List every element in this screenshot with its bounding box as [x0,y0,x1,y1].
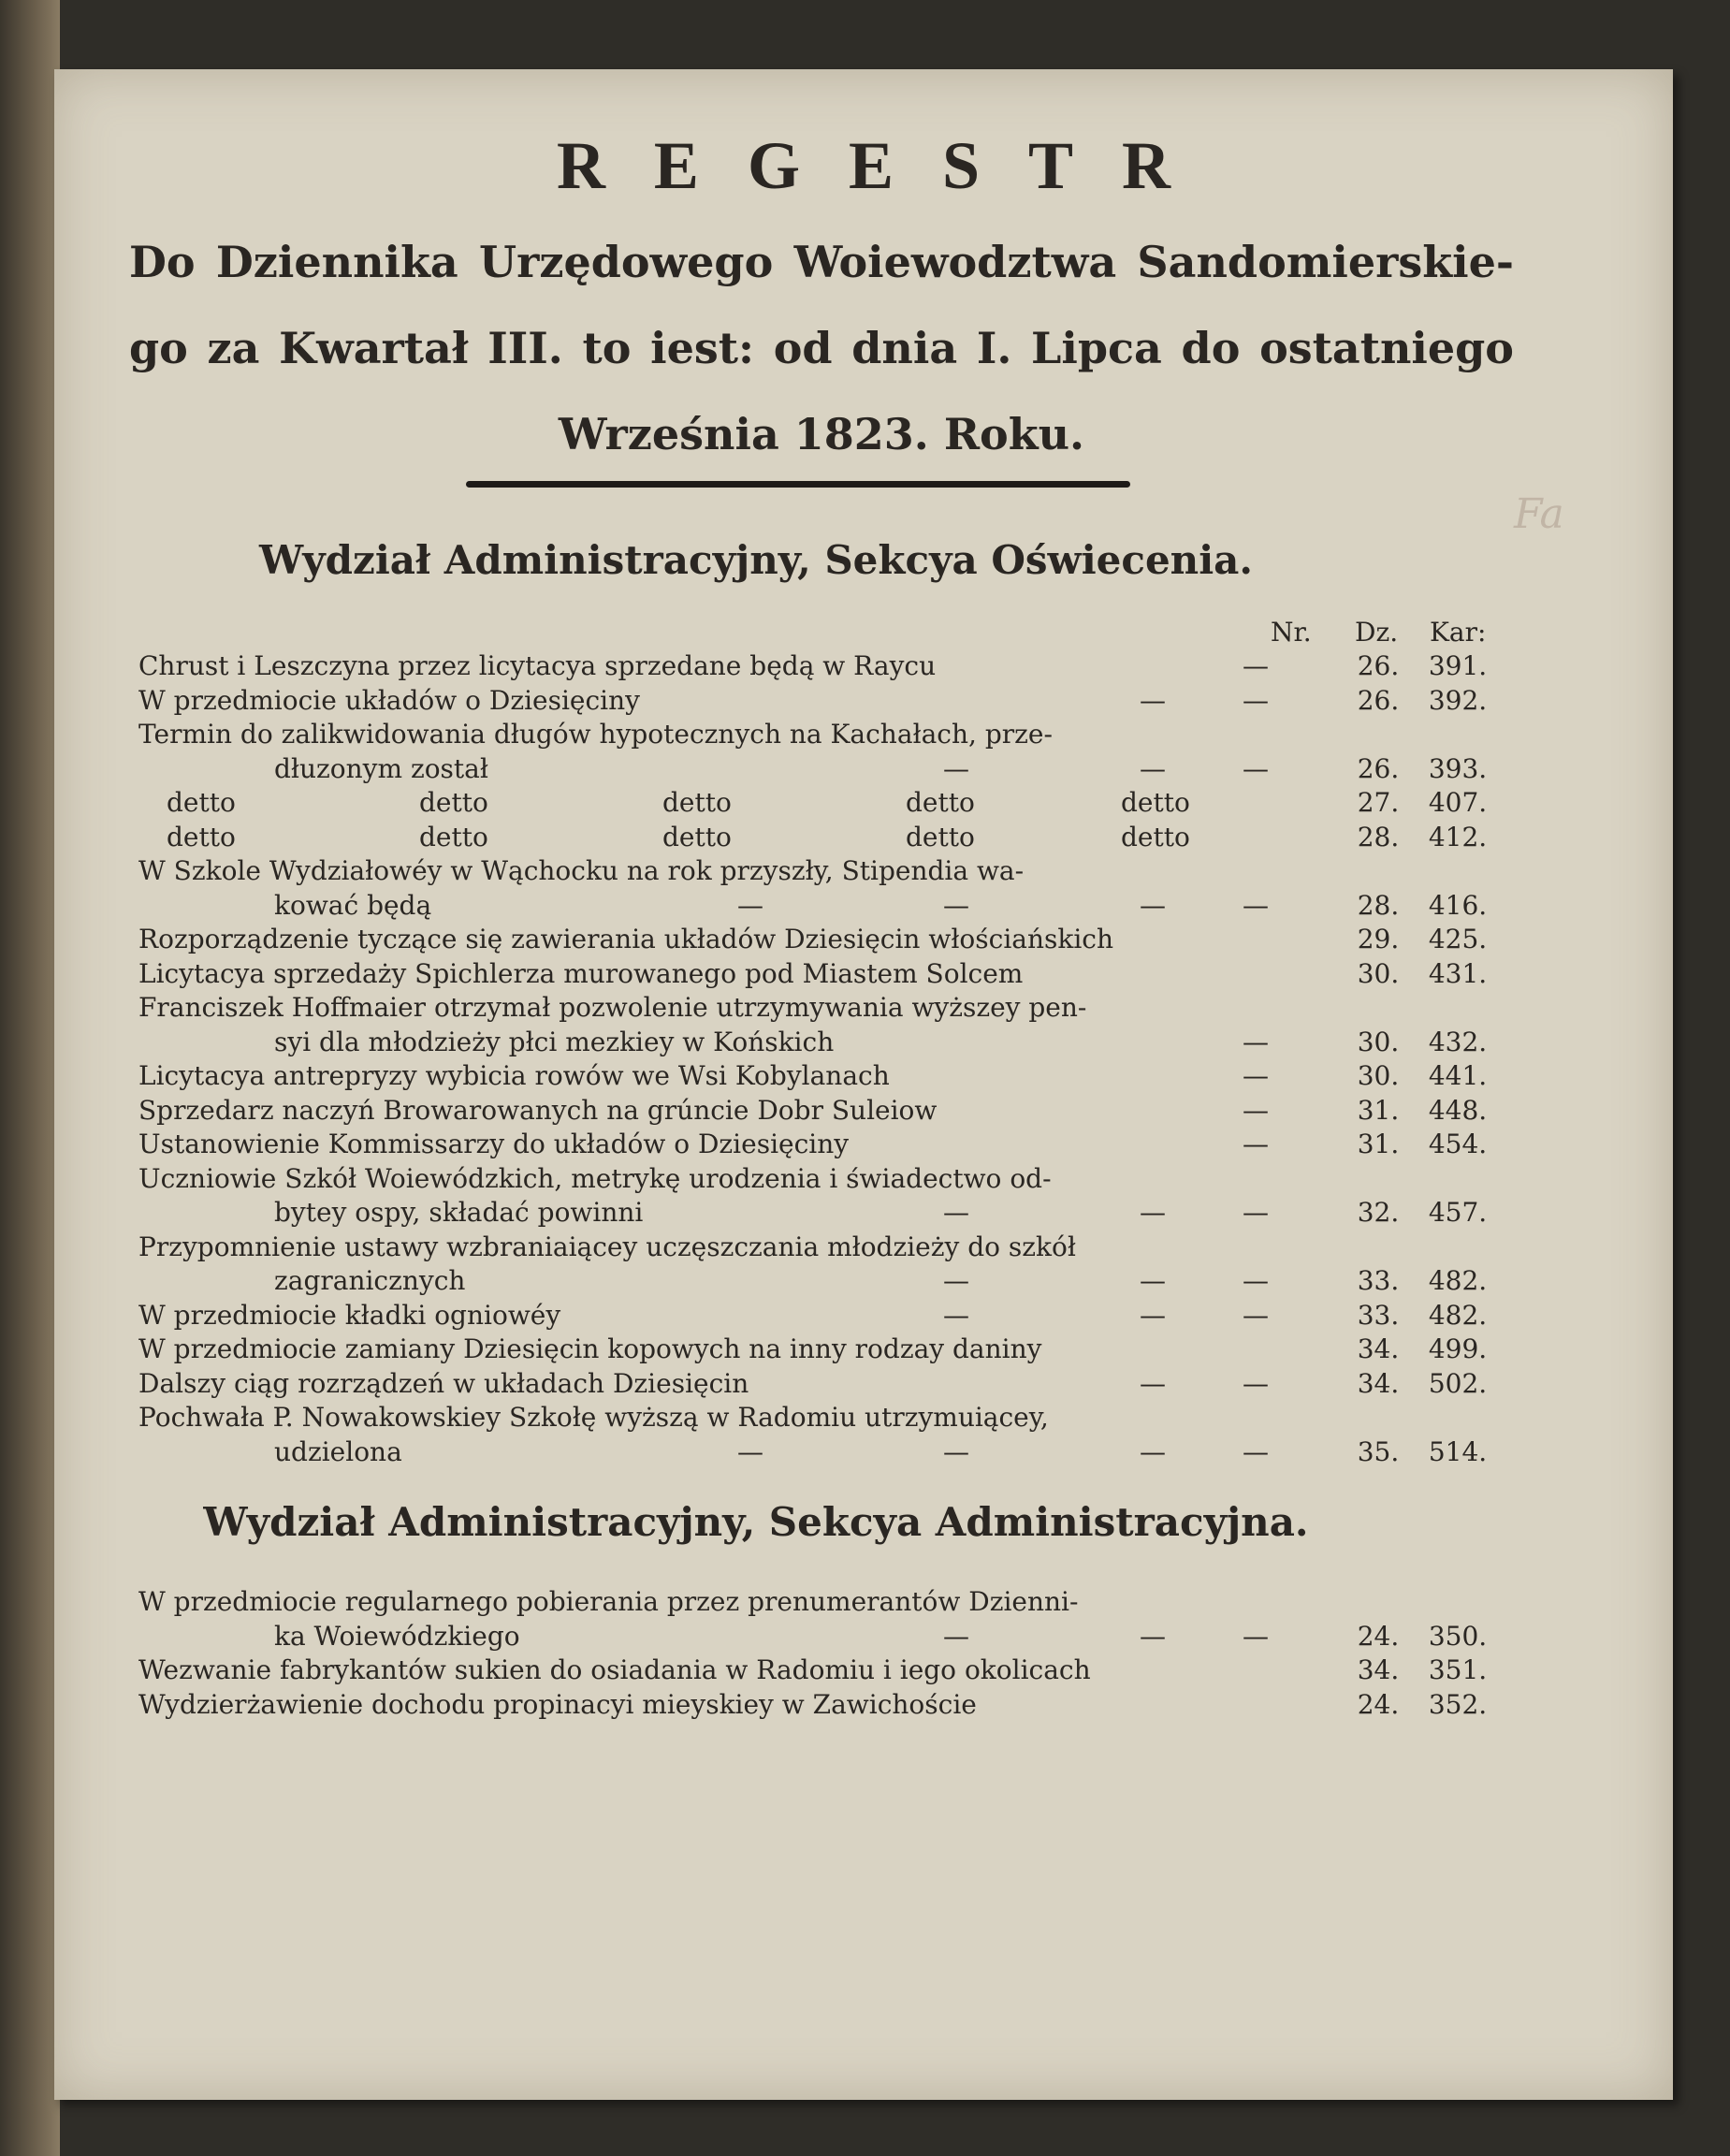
register-row [138,1585,1495,1620]
ditto-mark: detto [167,787,236,818]
entry-text: kować będą [274,889,432,921]
register-row [138,991,1495,1026]
register-row [138,1026,1495,1060]
leader-dash: — [943,1435,969,1467]
entry-number: 30. [1357,1026,1400,1057]
entry-number: 35. [1357,1435,1400,1467]
leader-dash: — [1243,1060,1269,1091]
page-number: 514. [1428,1435,1488,1467]
entry-number: 33. [1357,1265,1400,1296]
leader-dash: — [1243,1367,1269,1399]
register-row [138,1196,1495,1231]
page-number: 407. [1428,787,1488,818]
entry-text: W przedmiocie układów o Dziesięciny [138,684,640,716]
register-row [138,786,1495,821]
register-row [138,1620,1495,1654]
entry-number: 31. [1357,1094,1400,1126]
register-row [138,1264,1495,1299]
leader-dash: — [1243,684,1269,716]
page-number: 350. [1428,1620,1488,1652]
entry-text: Sprzedarz naczyń Browarowanych na grúncie Dobr Suleiow [138,1094,938,1126]
entry-text: Pochwała P. Nowakowskiey Szkołę wyższą w Radomiu utrzymuiącey, [138,1402,1049,1433]
leader-dash: — [1140,752,1166,784]
page-subtitle: Do Dziennika Urzędowego Woiewodztwa Sandomierskie-go za Kwartał III. to iest: od dnia I. Lipca do ostatniego Września 1823. Roku. [129,237,1514,459]
register-row [138,1653,1495,1688]
entry-text: W Szkole Wydziałowéy w Wąchocku na rok przyszły, Stipendia wa- [138,855,1025,886]
register-row [138,1094,1495,1129]
column-header-nr: Nr. [1271,617,1312,648]
leader-dash: — [1243,1094,1269,1126]
leader-dash: — [737,889,763,921]
title-divider [466,481,1130,488]
leader-dash: — [1243,1265,1269,1296]
leader-dash: — [737,1435,763,1467]
register-row [138,1162,1495,1197]
leader-dash: — [943,1299,969,1331]
leader-dash: — [1140,684,1166,716]
page-number: 454. [1428,1129,1488,1159]
leader-dash: — [1243,752,1269,784]
entry-number: 34. [1357,1333,1400,1364]
section-title-administracyjna: Wydział Administracyjny, Sekcya Administracyjna. [203,1499,1309,1545]
ditto-mark: detto [419,787,488,818]
leader-dash: — [1243,1129,1269,1159]
entry-text: W przedmiocie kładki ogniowéy [138,1299,561,1331]
entry-text: Ustanowienie Kommissarzy do układów o Dziesięciny [138,1129,850,1159]
register-row [138,1401,1495,1435]
leader-dash: — [1140,1299,1166,1331]
leader-dash: — [1140,1620,1166,1652]
page-number: 482. [1428,1265,1488,1296]
register-row [138,684,1495,719]
entry-text: Licytacya antrepryzy wybicia rowów we Wsi Kobylanach [138,1060,890,1091]
entry-number: 27. [1357,787,1400,818]
page-number: 412. [1428,821,1488,852]
register-row [138,1367,1495,1402]
leader-dash: — [943,752,969,784]
entry-text: Rozporządzenie tyczące się zawierania układów Dziesięcin włościańskich [138,924,1114,954]
entry-number: 30. [1357,1060,1400,1091]
register-row [138,1688,1495,1723]
page-number: 416. [1428,889,1488,921]
entry-text: Termin do zalikwidowania długów hypotecznych na Kachałach, prze- [138,719,1053,750]
page-number: 392. [1428,684,1488,716]
entry-number: 29. [1357,924,1400,954]
leader-dash: — [943,1265,969,1296]
entry-text: Wydzierżawienie dochodu propinacyi mieyskiey w Zawichoście [138,1688,977,1720]
register-row [138,923,1495,957]
register-row [138,821,1495,855]
entry-text: W przedmiocie zamiany Dziesięcin kopowych na inny rodzay daniny [138,1333,1042,1364]
leader-dash: — [1140,889,1166,921]
entry-text: udzielona [274,1435,402,1467]
entry-text: dłuzonym został [274,752,488,784]
leader-dash: — [1243,889,1269,921]
register-row [138,1128,1495,1162]
entry-text: Uczniowie Szkół Woiewódzkich, metrykę urodzenia i świadectwo od- [138,1162,1052,1194]
entry-number: 24. [1357,1688,1400,1720]
entry-number: 31. [1357,1129,1400,1159]
entry-number: 26. [1357,650,1400,681]
column-headers [138,616,1495,653]
register-row [138,854,1495,889]
ditto-mark: detto [906,821,975,852]
register-row [138,1333,1495,1367]
register-row [138,649,1495,684]
entry-number: 26. [1357,684,1400,716]
entry-number: 26. [1357,752,1400,784]
entry-number: 34. [1357,1367,1400,1399]
margin-ink-note: Fa [1514,490,1564,538]
entry-number: 33. [1357,1299,1400,1331]
leader-dash: — [1140,1197,1166,1228]
leader-dash: — [1140,1265,1166,1296]
section-title-oswiecenia: Wydział Administracyjny, Sekcya Oświecenia. [258,537,1254,583]
entry-number: 24. [1357,1620,1400,1652]
register-row [138,1299,1495,1333]
register-row [138,1059,1495,1094]
leader-dash: — [943,1197,969,1228]
ditto-mark: detto [1121,787,1190,818]
entry-number: 28. [1357,889,1400,921]
leader-dash: — [1140,1435,1166,1467]
entry-text: Dalszy ciąg rozrządzeń w układach Dziesięcin [138,1367,749,1399]
entry-text: W przedmiocie regularnego pobierania przez prenumerantów Dzienni- [138,1586,1079,1617]
entry-text: Chrust i Leszczyna przez licytacya sprzedane będą w Raycu [138,650,937,681]
section2-entries [138,1585,1495,1722]
leader-dash: — [1243,1620,1269,1652]
ditto-mark: detto [419,821,488,852]
page-number: 448. [1428,1094,1488,1126]
entry-text: Wezwanie fabrykantów sukien do osiadania w Radomiu i iego okolicach [138,1654,1091,1685]
register-row [138,1435,1495,1470]
leader-dash: — [943,889,969,921]
register-row [138,752,1495,787]
entry-text: ka Woiewódzkiego [274,1620,520,1652]
page-number: 352. [1428,1688,1488,1720]
leader-dash: — [1243,1197,1269,1228]
page-number: 482. [1428,1299,1488,1331]
entry-text: syi dla młodzieży płci mezkiey w Końskich [274,1026,835,1057]
page-number: 499. [1428,1333,1488,1364]
page-number: 391. [1428,650,1488,681]
entry-number: 34. [1357,1654,1400,1685]
register-row [138,1231,1495,1265]
section1-entries [138,649,1495,1469]
leader-dash: — [1243,650,1269,681]
document-page [54,69,1673,2100]
book-spine-edge [0,0,60,2156]
ditto-mark: detto [167,821,236,852]
leader-dash: — [1140,1367,1166,1399]
entry-text: Licytacya sprzedaży Spichlerza murowanego pod Miastem Solcem [138,957,1024,989]
leader-dash: — [1243,1435,1269,1467]
page-number: 432. [1428,1026,1488,1057]
page-number: 457. [1428,1197,1488,1228]
ditto-mark: detto [662,821,732,852]
page-number: 502. [1428,1367,1488,1399]
entry-text: zagranicznych [274,1265,466,1296]
page-number: 431. [1428,957,1488,989]
page-title: REGESTR [556,128,1220,203]
leader-dash: — [1243,1299,1269,1331]
ditto-mark: detto [1121,821,1190,852]
entry-number: 32. [1357,1197,1400,1228]
page-number: 351. [1428,1654,1488,1685]
page-number: 393. [1428,752,1488,784]
leader-dash: — [1243,1026,1269,1057]
register-row [138,889,1495,924]
register-row [138,718,1495,752]
entry-number: 28. [1357,821,1400,852]
page-number: 441. [1428,1060,1488,1091]
entry-text: bytey ospy, składać powinni [274,1197,644,1228]
register-row [138,957,1495,992]
leader-dash: — [943,1620,969,1652]
page-number: 425. [1428,924,1488,954]
column-header-dz: Dz. [1355,617,1399,648]
entry-text: Franciszek Hoffmaier otrzymał pozwolenie utrzymywania wyższey pen- [138,992,1087,1023]
ditto-mark: detto [662,787,732,818]
entry-number: 30. [1357,957,1400,989]
entry-text: Przypomnienie ustawy wzbraniaiącey uczęszczania młodzieży do szkół [138,1231,1076,1262]
ditto-mark: detto [906,787,975,818]
column-header-kar: Kar: [1430,617,1487,648]
